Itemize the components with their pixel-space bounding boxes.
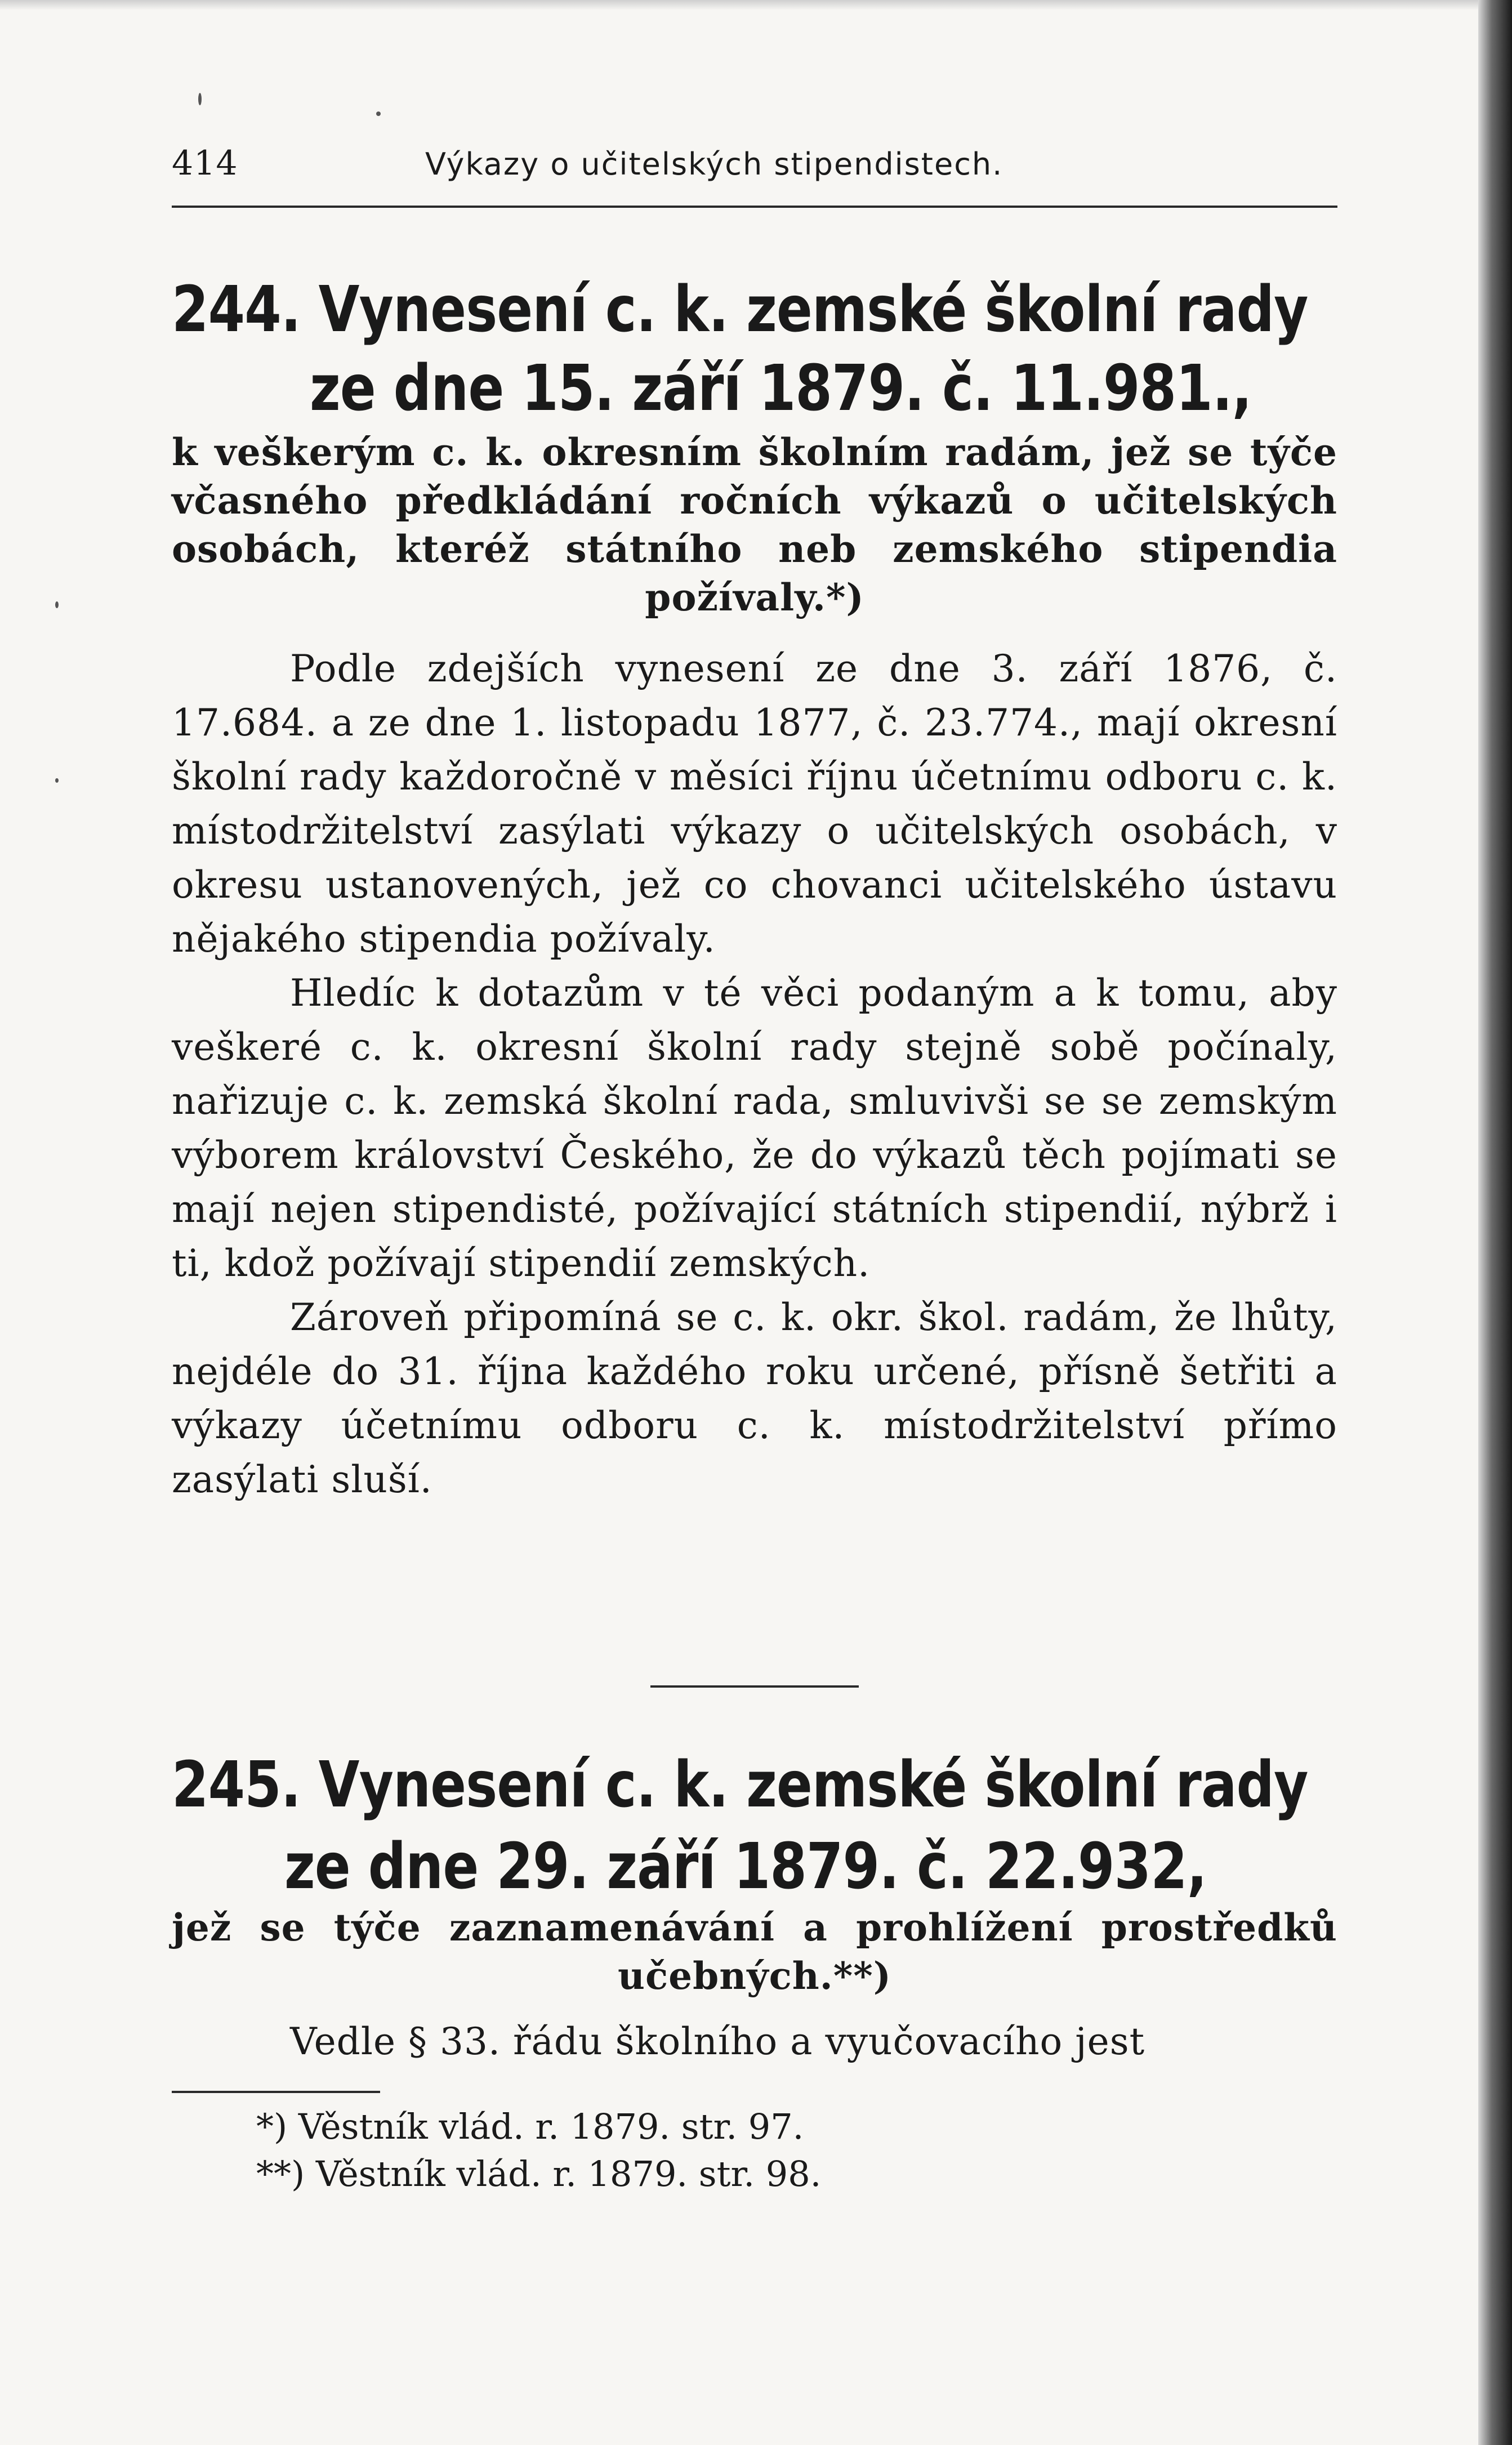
running-title: Výkazy o učitelských stipendistech. — [425, 146, 1003, 182]
paragraph: Zároveň připomíná se c. k. okr. škol. radám, že lhůty, nejdéle do 31. října každého roku určené, přísně šetřiti a výkazy účetnímu odboru c. k. místodržitelství přímo zasýlati sluší. — [172, 1296, 1337, 1501]
footnote: *) Věstník vlád. r. 1879. str. 97. — [256, 2106, 804, 2147]
speck — [55, 778, 59, 783]
header-rule — [172, 206, 1337, 208]
section-245-subtitle: jež se týče zaznamenávání a prohlížení prostředků učebných.**) — [172, 1906, 1337, 1998]
section-244-body — [172, 642, 1337, 1507]
section-245-body — [172, 2015, 1337, 2069]
page-binding-edge — [1478, 0, 1512, 2445]
running-header — [172, 144, 1337, 194]
speck — [55, 601, 59, 608]
section-245-title-line2: ze dne 29. září 1879. č. 22.932, — [284, 1830, 1207, 1903]
speck — [376, 111, 381, 116]
page-number: 414 — [172, 144, 238, 183]
paragraph: Podle zdejších vynesení ze dne 3. září 1876, č. 17.684. a ze dne 1. listopadu 1877, č. 23.774., mají okresní školní rady každoročně v měsíci říjnu účetnímu odboru c. k. místodržitelství zasýlati výkazy o učitelských osobách, v okresu ustanovených, jež co chovanci učitelského ústavu nějakého stipendia požívaly. — [172, 647, 1337, 961]
footnote: **) Věstník vlád. r. 1879. str. 98. — [256, 2153, 822, 2194]
footnote-rule — [172, 2091, 380, 2093]
section-244-subtitle: k veškerým c. k. okresním školním radám, jež se týče včasného předkládání ročních výkazů o učitelských osobách, kteréž státního neb zemského stipendia požívaly.*) — [172, 430, 1337, 619]
footnotes — [172, 2103, 1337, 2198]
section-244-title-line2: ze dne 15. září 1879. č. 11.981., — [310, 352, 1252, 425]
paragraph: Hledíc k dotazům v té věci podaným a k tomu, aby veškeré c. k. okresní školní rady stejně sobě počínaly, nařizuje c. k. zemská školní rada, smluvivši se se zemským výborem království Českého, že do výkazů těch pojímati se mají nejen stipendisté, požívající státních stipendií, nýbrž i ti, kdož požívají stipendií zemských. — [172, 971, 1337, 1285]
paragraph: Vedle § 33. řádu školního a vyučovacího jest — [290, 2020, 1145, 2063]
page-top-edge — [0, 0, 1512, 10]
speck — [198, 93, 202, 105]
section-245-title-line1: 245. Vynesení c. k. zemské školní rady — [172, 1748, 1308, 1822]
section-244-title-line1: 244. Vynesení c. k. zemské školní rady — [172, 273, 1308, 346]
section-separator — [650, 1685, 859, 1688]
